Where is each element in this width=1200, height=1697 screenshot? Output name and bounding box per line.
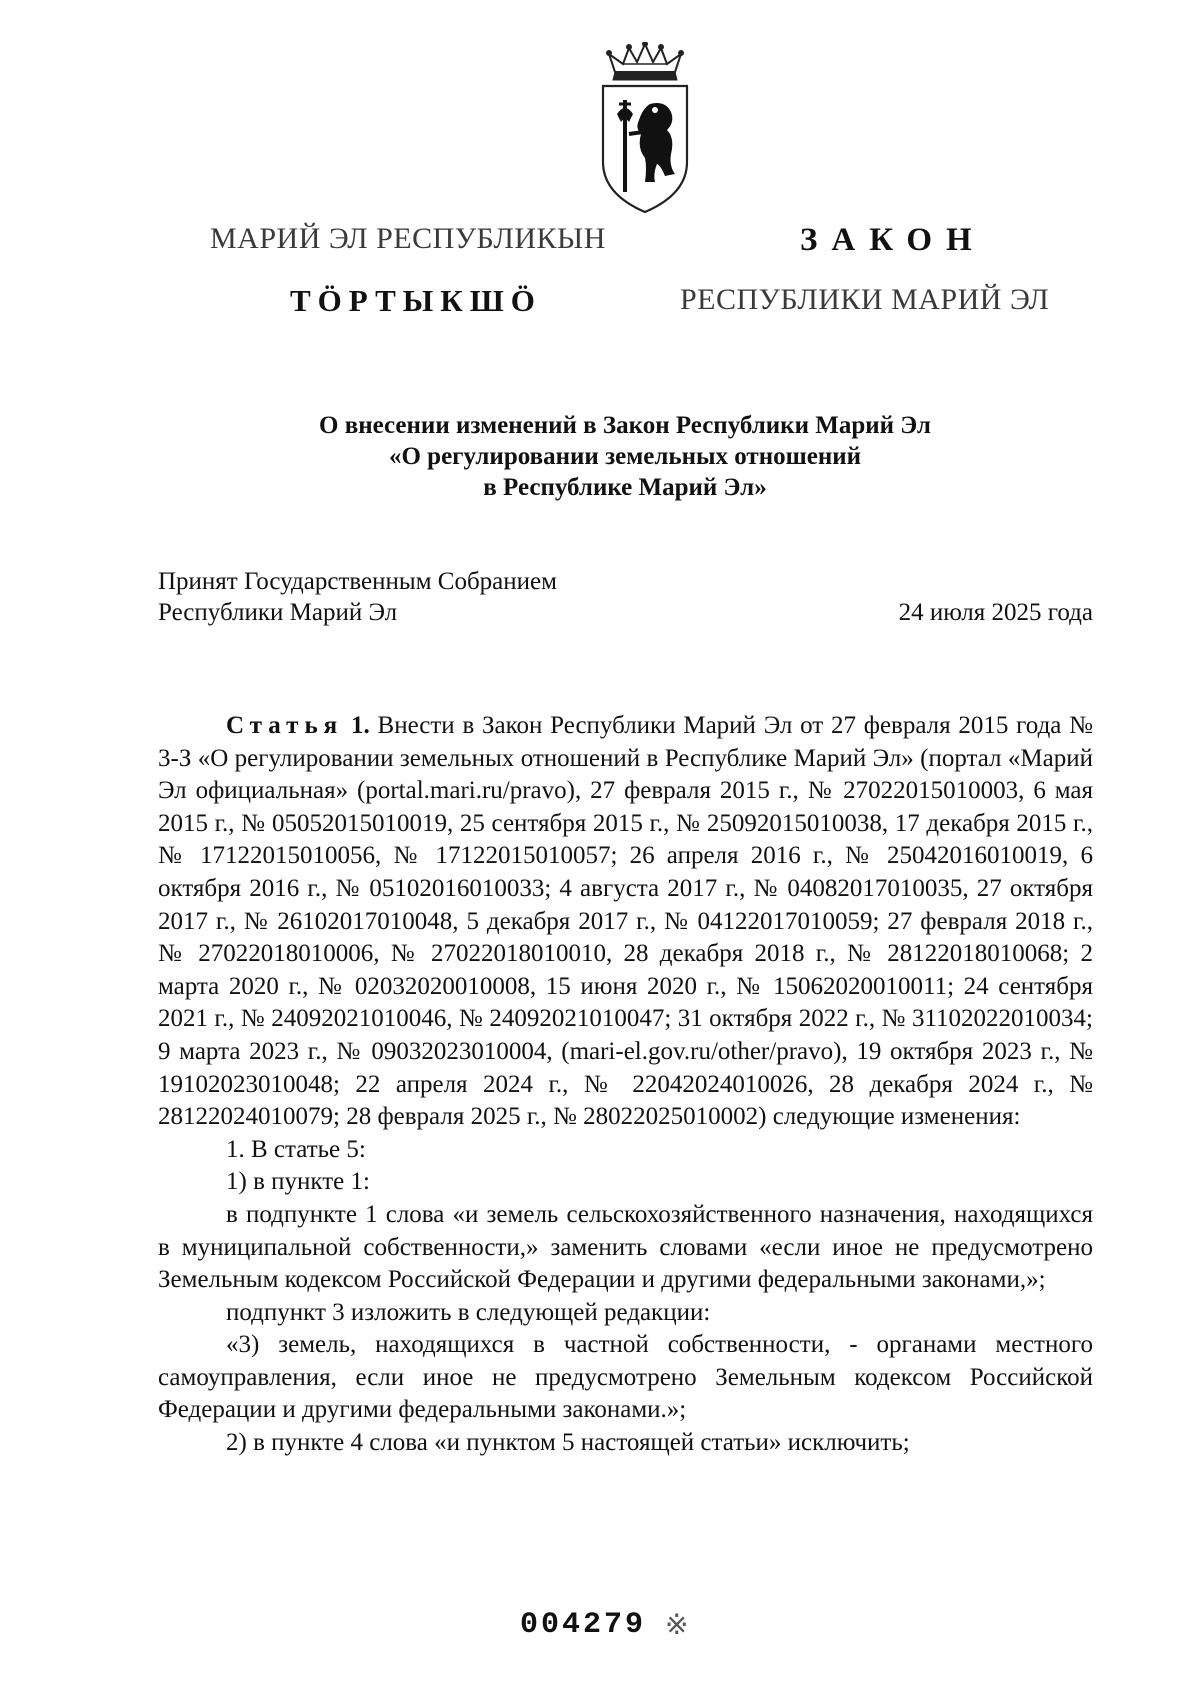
article-body (158, 710, 1093, 1460)
article-number: 1. (350, 712, 370, 739)
adoption-info (158, 566, 557, 628)
paragraph: 1) в пункте 1: (226, 1168, 370, 1196)
header-mari-law-word: ТӦРТЫКШӦ (290, 283, 542, 318)
header-law-word: ЗАКОН (800, 222, 986, 258)
adopted-by-line-1: Принят Государственным Собранием (158, 568, 557, 595)
document-serial-number: 004279 (520, 1608, 647, 1642)
title-line-2: «О регулировании земельных отношений (388, 443, 862, 470)
paragraph: в подпункте 1 слова «и земель сельскохозяйственного назначения, находящихся в муниципальной собственности,» заменить словами «если иное не предусмотрено Земельным кодексом Российской Федерации и другими федеральными законами,»; (158, 1200, 1093, 1294)
article-label: Статья (226, 712, 344, 739)
paragraph: подпункт 3 изложить в следующей редакции: (226, 1298, 711, 1326)
article-1-text: Внести в Закон Республики Марий Эл от 27 февраля 2015 года № 3-З «О регулировании земельных отношений в Республике Марий Эл» (портал «Марий Эл официальная» (portal.mari.ru/pravo), 27 февраля 2015 г., № 27022015010003, 6 мая 2015 г., № 05052015010019, 25 сентября 2015 г., № 25092015010038, 17 декабря 2015 г., № 17122015010056, № 17122015010057; 26 апреля 2016 г., № 25042016010019, 6 октября 2016 г., № 05102016010033; 4 августа 2017 г., № 04082017010035, 27 октября 2017 г., № 26102017010048, 5 декабря 2017 г., № 04122017010059; 27 февраля 2018 г., № 27022018010006, № 27022018010010, 28 декабря 2018 г., № 28122018010068; 2 марта 2020 г., № 02032020010008, 15 июня 2020 г., № 15062020010011; 24 сентября 2021 г., № 24092021010046, № 24092021010047; 31 октября 2022 г., № 31102022010034; 9 марта 2023 г., № 09032023010004, (mari-el.gov.ru/other/pravo), 19 октября 2023 г., № 19102023010048; 22 апреля 2024 г., № 22042024010026, 28 декабря 2024 г., № 28122024010079; 28 февраля 2025 г., № 28022025010002) следующие изменения: (158, 712, 1094, 1131)
paragraph: «3) земель, находящихся в частной собственности, - органами местного самоуправления, если иное не предусмотрено Земельным кодексом Российской Федерации и другими федеральными законами.»; (158, 1331, 1093, 1424)
adoption-date: 24 июля 2025 года (898, 599, 1093, 626)
article-1-paragraph (158, 710, 1093, 1134)
coat-of-arms-icon (595, 42, 695, 217)
header-republic-name: РЕСПУБЛИКИ МАРИЙ ЭЛ (680, 283, 1050, 316)
paragraph: 1. В статье 5: (226, 1135, 366, 1163)
paragraph: 2) в пункте 4 слова «и пунктом 5 настоящей статьи» исключить; (226, 1429, 910, 1457)
stamp-mark-icon: ※ (665, 1610, 689, 1641)
title-line-1: О внесении изменений в Закон Республики Марий Эл (319, 412, 931, 439)
document-title (160, 410, 1090, 503)
header-mari-republic: МАРИЙ ЭЛ РЕСПУБЛИКЫН (210, 222, 606, 255)
adopted-by-line-2: Республики Марий Эл (158, 599, 398, 626)
title-line-3: в Республике Марий Эл» (483, 474, 767, 501)
